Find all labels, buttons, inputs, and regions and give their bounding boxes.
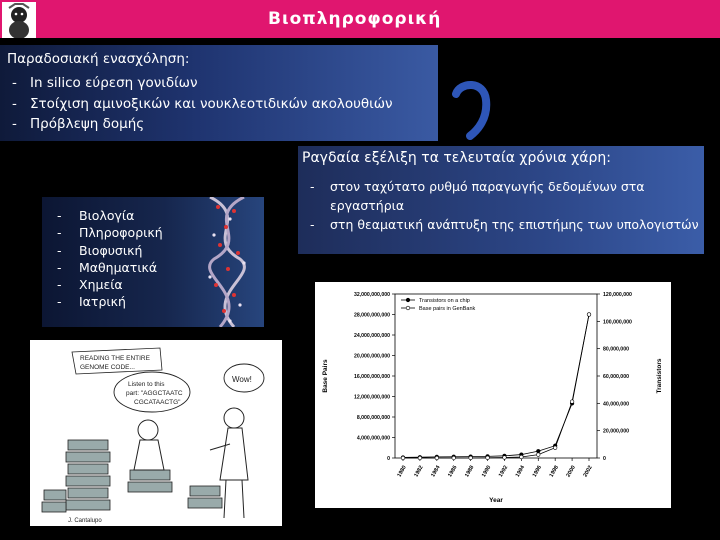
data-point bbox=[536, 449, 540, 453]
slide-title: Βιοπληροφορική bbox=[268, 9, 442, 29]
y-left-tick-label: 4,000,000,000 bbox=[356, 435, 390, 442]
x-tick-label: 1998 bbox=[548, 464, 560, 479]
x-tick-label: 1996 bbox=[531, 464, 544, 479]
data-point bbox=[435, 456, 439, 460]
list-item: - Πληροφορική bbox=[57, 225, 163, 241]
y-right-tick-label: 100,000,000 bbox=[603, 319, 632, 326]
fields-list bbox=[57, 208, 163, 312]
x-tick-label: 1988 bbox=[464, 464, 476, 479]
list-item: - Βιοφυσική bbox=[57, 242, 143, 258]
x-tick-label: 1990 bbox=[481, 464, 493, 479]
legend-label: Transistors on a chip bbox=[419, 298, 470, 304]
y-right-tick-label: 20,000,000 bbox=[603, 428, 629, 435]
y-left-tick-label: 20,000,000,000 bbox=[353, 353, 390, 360]
list-item: - In silico εύρεση γονιδίων bbox=[12, 75, 198, 91]
data-point bbox=[503, 456, 507, 460]
svg-text:part: "AGGCTAATC: part: "AGGCTAATC bbox=[126, 390, 183, 397]
cartoon-caption: READING THE ENTIRE bbox=[80, 355, 150, 362]
y-left-tick-label: 24,000,000,000 bbox=[353, 333, 390, 339]
data-point bbox=[469, 456, 473, 460]
x-tick-label: 1980 bbox=[396, 464, 408, 479]
dna-helix-image bbox=[190, 197, 264, 327]
legend-marker bbox=[406, 306, 410, 310]
svg-text:J. Cantalupo: J. Cantalupo bbox=[68, 518, 102, 524]
y-left-tick-label: 8,000,000,000 bbox=[356, 415, 390, 421]
speech-bubble: Wow! bbox=[232, 375, 252, 384]
list-item: - Χημεία bbox=[57, 277, 123, 293]
data-point bbox=[452, 456, 456, 460]
y-left-tick-label: 28,000,000,000 bbox=[353, 312, 390, 319]
university-logo bbox=[2, 2, 36, 38]
x-axis-label: Year bbox=[489, 497, 503, 504]
x-tick-label: 2002 bbox=[582, 464, 594, 479]
y-right-tick-label: 40,000,000 bbox=[603, 401, 629, 408]
x-tick-label: 1982 bbox=[413, 464, 425, 479]
evolution-list bbox=[310, 177, 700, 234]
list-item: - στη θεαματική ανάπτυξη της επιστήμης των υπολογιστών bbox=[310, 217, 699, 232]
data-point bbox=[401, 456, 405, 460]
legend-label: Base pairs in GenBank bbox=[419, 306, 476, 312]
x-tick-label: 1986 bbox=[447, 464, 459, 479]
list-item: - Βιολογία bbox=[57, 208, 135, 223]
data-point bbox=[553, 446, 557, 450]
chart-svg bbox=[315, 282, 671, 508]
y-left-tick-label: 0 bbox=[387, 456, 390, 462]
x-tick-label: 1992 bbox=[497, 464, 510, 479]
genome-reading-cartoon bbox=[30, 340, 282, 526]
y-left-tick-label: 12,000,000,000 bbox=[353, 394, 390, 401]
data-point bbox=[536, 453, 540, 457]
x-tick-label: 1984 bbox=[430, 464, 442, 479]
y-right-tick-label: 80,000,000 bbox=[603, 346, 629, 353]
speech-bubble: Listen to this bbox=[128, 381, 165, 388]
list-item: - Στοίχιση αμινοξικών και νουκλεοτιδικών ακολουθιών bbox=[12, 95, 393, 112]
data-point bbox=[418, 456, 422, 460]
genbank-transistor-chart bbox=[315, 282, 671, 508]
data-point bbox=[486, 456, 490, 460]
data-point bbox=[587, 313, 591, 317]
x-tick-label: 1994 bbox=[514, 464, 527, 479]
data-point bbox=[520, 455, 524, 459]
list-item: - Πρόβλεψη δομής bbox=[12, 116, 145, 132]
evolution-heading: Ραγδαία εξέλιξη τα τελευταία χρόνια χάρη: bbox=[302, 150, 611, 166]
series-line bbox=[403, 315, 589, 459]
rapid-evolution-panel bbox=[298, 146, 704, 254]
svg-text:GENOME CODE...: GENOME CODE... bbox=[80, 364, 135, 371]
y-left-tick-label: 16,000,000,000 bbox=[353, 374, 390, 380]
y-right-tick-label: 0 bbox=[603, 456, 606, 462]
y-right-tick-label: 120,000,000 bbox=[603, 292, 632, 298]
y-left-tick-label: 32,000,000,000 bbox=[353, 292, 390, 298]
list-item: - Ιατρική bbox=[57, 294, 126, 310]
y-right-axis-label: Transistors bbox=[656, 358, 663, 394]
svg-text:CGCATAACTG": CGCATAACTG" bbox=[134, 399, 181, 406]
curved-arrow-icon bbox=[448, 78, 494, 140]
y-right-tick-label: 60,000,000 bbox=[603, 374, 629, 380]
fields-panel bbox=[42, 197, 264, 327]
legend-marker bbox=[406, 298, 410, 302]
traditional-list bbox=[12, 75, 393, 137]
traditional-focus-panel bbox=[0, 45, 438, 141]
data-point bbox=[570, 400, 574, 404]
plot-area bbox=[395, 294, 597, 458]
list-item: - στον ταχύτατο ρυθμό παραγωγής δεδομένων στα εργαστήρια bbox=[310, 179, 645, 213]
series-line bbox=[403, 315, 589, 458]
y-left-axis-label: Base Pairs bbox=[322, 359, 329, 393]
x-tick-label: 2000 bbox=[565, 464, 577, 479]
list-item: - Μαθηματικά bbox=[57, 259, 158, 275]
traditional-heading: Παραδοσιακή ενασχόληση: bbox=[7, 51, 190, 67]
